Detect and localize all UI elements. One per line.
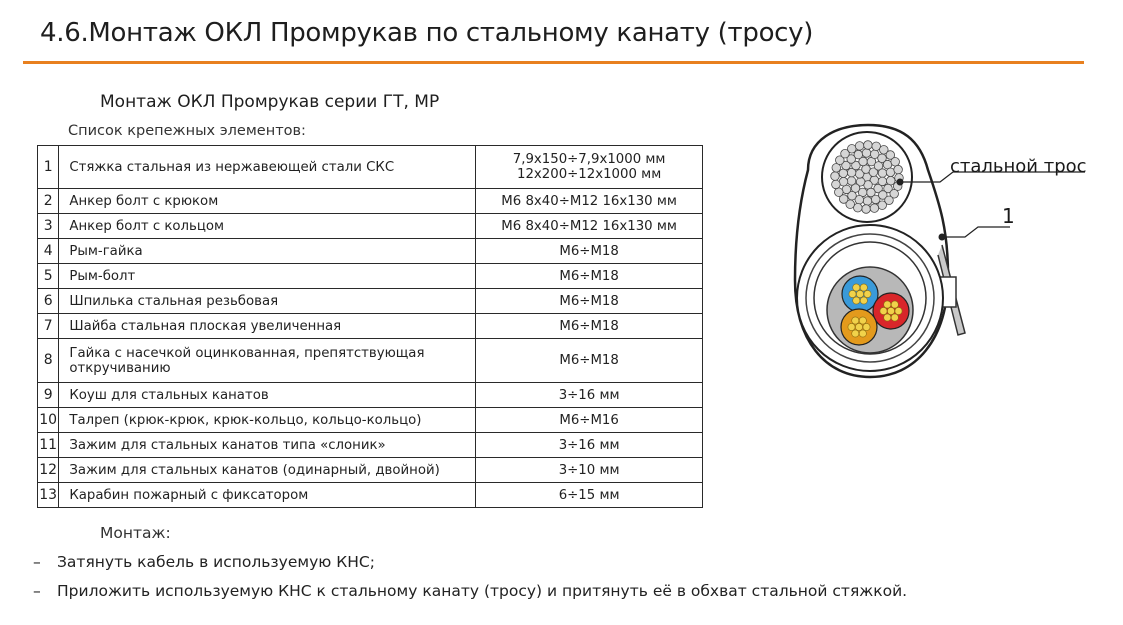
row-number: 6 [38,289,59,314]
section-title-text: Монтаж ОКЛ Промрукав по стальному канату (тросу) [88,18,814,48]
table-row [38,458,703,483]
row-number: 9 [38,383,59,408]
list-caption: Список крепежных элементов: [68,123,306,139]
conductor-wire [859,317,866,324]
table-row [38,483,703,508]
list-item [33,582,907,600]
row-size: М6÷М18 [476,314,703,339]
row-size: 3÷10 мм [476,458,703,483]
rope-strand [894,165,903,174]
row-size-line: 7,9х150÷7,9х1000 мм [512,152,666,167]
table-row [38,339,703,383]
row-size-line: 12х200÷12х1000 мм [517,167,662,182]
cable-cross-section-diagram [790,115,1100,390]
conductor-wire [848,323,855,330]
sheath-leader-dot [939,234,946,241]
sheath-leader-line [942,227,1010,237]
row-size: М6÷М16 [476,408,703,433]
row-size [476,146,703,189]
conductor-wire [884,301,891,308]
rope-strand [878,201,887,210]
row-number: 4 [38,239,59,264]
section-title [40,18,813,48]
row-number: 13 [38,483,59,508]
row-name-line: Гайка с насечкой оцинкованная, препятствующая [69,345,425,361]
dash-bullet: – [33,553,41,571]
label-number-1: 1 [1002,204,1015,228]
row-name: Рым-болт [59,264,476,289]
row-number: 12 [38,458,59,483]
conductor-wire [855,323,862,330]
rope-strand [878,169,887,178]
dash-bullet: – [33,582,41,600]
row-size: 3÷16 мм [476,433,703,458]
row-name: Коуш для стальных канатов [59,383,476,408]
rope-strand [848,145,857,154]
rope-strand [839,169,848,178]
row-name: Зажим для стальных канатов (одинарный, двойной) [59,458,476,483]
rope-strand [862,149,871,158]
conductor-wire [853,297,860,304]
row-number: 5 [38,264,59,289]
rope-strand [878,177,887,186]
rope-strand [847,177,856,186]
step-text: Приложить используемую КНС к стальному канату (тросу) и притянуть её в обхват стальной стяжкой. [57,582,908,600]
row-name: Рым-гайка [59,239,476,264]
row-number: 11 [38,433,59,458]
table-row [38,189,703,214]
row-name: Карабин пожарный с фиксатором [59,483,476,508]
conductor-wire [860,297,867,304]
row-name: Шпилька стальная резьбовая [59,289,476,314]
row-number: 7 [38,314,59,339]
conductor-wire [863,323,870,330]
conductor-wire [895,307,902,314]
fasteners-table [37,145,703,508]
table-row [38,383,703,408]
rope-leader-dot [897,179,904,186]
conductor-wire [880,307,887,314]
conductor-wire [853,284,860,291]
conductor-wire [852,330,859,337]
label-steel-rope: стальной трос [950,156,1087,177]
row-number: 1 [38,146,59,189]
row-name-line: откручиванию [69,360,171,376]
rope-strand [870,204,879,213]
table-row [38,146,703,189]
row-name: Талреп (крюк-крюк, крюк-кольцо, кольцо-кольцо) [59,408,476,433]
section-number: 4.6. [40,18,89,48]
row-size: М6÷М18 [476,239,703,264]
table-row [38,239,703,264]
title-underline [23,61,1084,64]
row-name: Анкер болт с крюком [59,189,476,214]
row-size: 6÷15 мм [476,483,703,508]
row-size: М6 8х40÷М12 16х130 мм [476,214,703,239]
conductor-wire [860,284,867,291]
row-name: Шайба стальная плоская увеличенная [59,314,476,339]
step-text: Затянуть кабель в используемую КНС; [57,553,375,571]
row-number: 3 [38,214,59,239]
conductor-wire [856,290,863,297]
rope-strand [862,205,871,214]
rope-strand [835,188,844,197]
table-row [38,289,703,314]
subtitle: Монтаж ОКЛ Промрукав серии ГТ, МР [100,92,440,112]
rope-strand [886,176,895,185]
rope-strand [855,142,864,151]
row-size: М6÷М18 [476,339,703,383]
row-size: М6÷М18 [476,264,703,289]
list-item [33,553,375,571]
conductor-wire [859,330,866,337]
rope-strand [864,141,873,150]
montage-heading: Монтаж: [100,524,171,542]
row-number: 2 [38,189,59,214]
conductor-wire [884,314,891,321]
row-size: 3÷16 мм [476,383,703,408]
row-number: 8 [38,339,59,383]
row-name: Стяжка стальная из нержавеющей стали СКС [59,146,476,189]
rope-strand [891,158,900,167]
row-name: Зажим для стальных канатов типа «слоник» [59,433,476,458]
row-name [59,339,476,383]
table-row [38,314,703,339]
conductor-wire [852,317,859,324]
rope-strand [863,197,872,206]
conductor-wire [887,307,894,314]
conductor-wire [891,301,898,308]
table-row [38,408,703,433]
conductor-wire [864,290,871,297]
table-row [38,214,703,239]
conductor-wire [849,290,856,297]
steel-rope-strands [831,141,904,214]
row-size: М6÷М18 [476,289,703,314]
table-row [38,264,703,289]
rope-strand [831,172,840,181]
table-row [38,433,703,458]
rope-strand [832,180,841,189]
row-name: Анкер болт с кольцом [59,214,476,239]
conductor-wire [891,314,898,321]
row-number: 10 [38,408,59,433]
row-size: М6 8х40÷М12 16х130 мм [476,189,703,214]
